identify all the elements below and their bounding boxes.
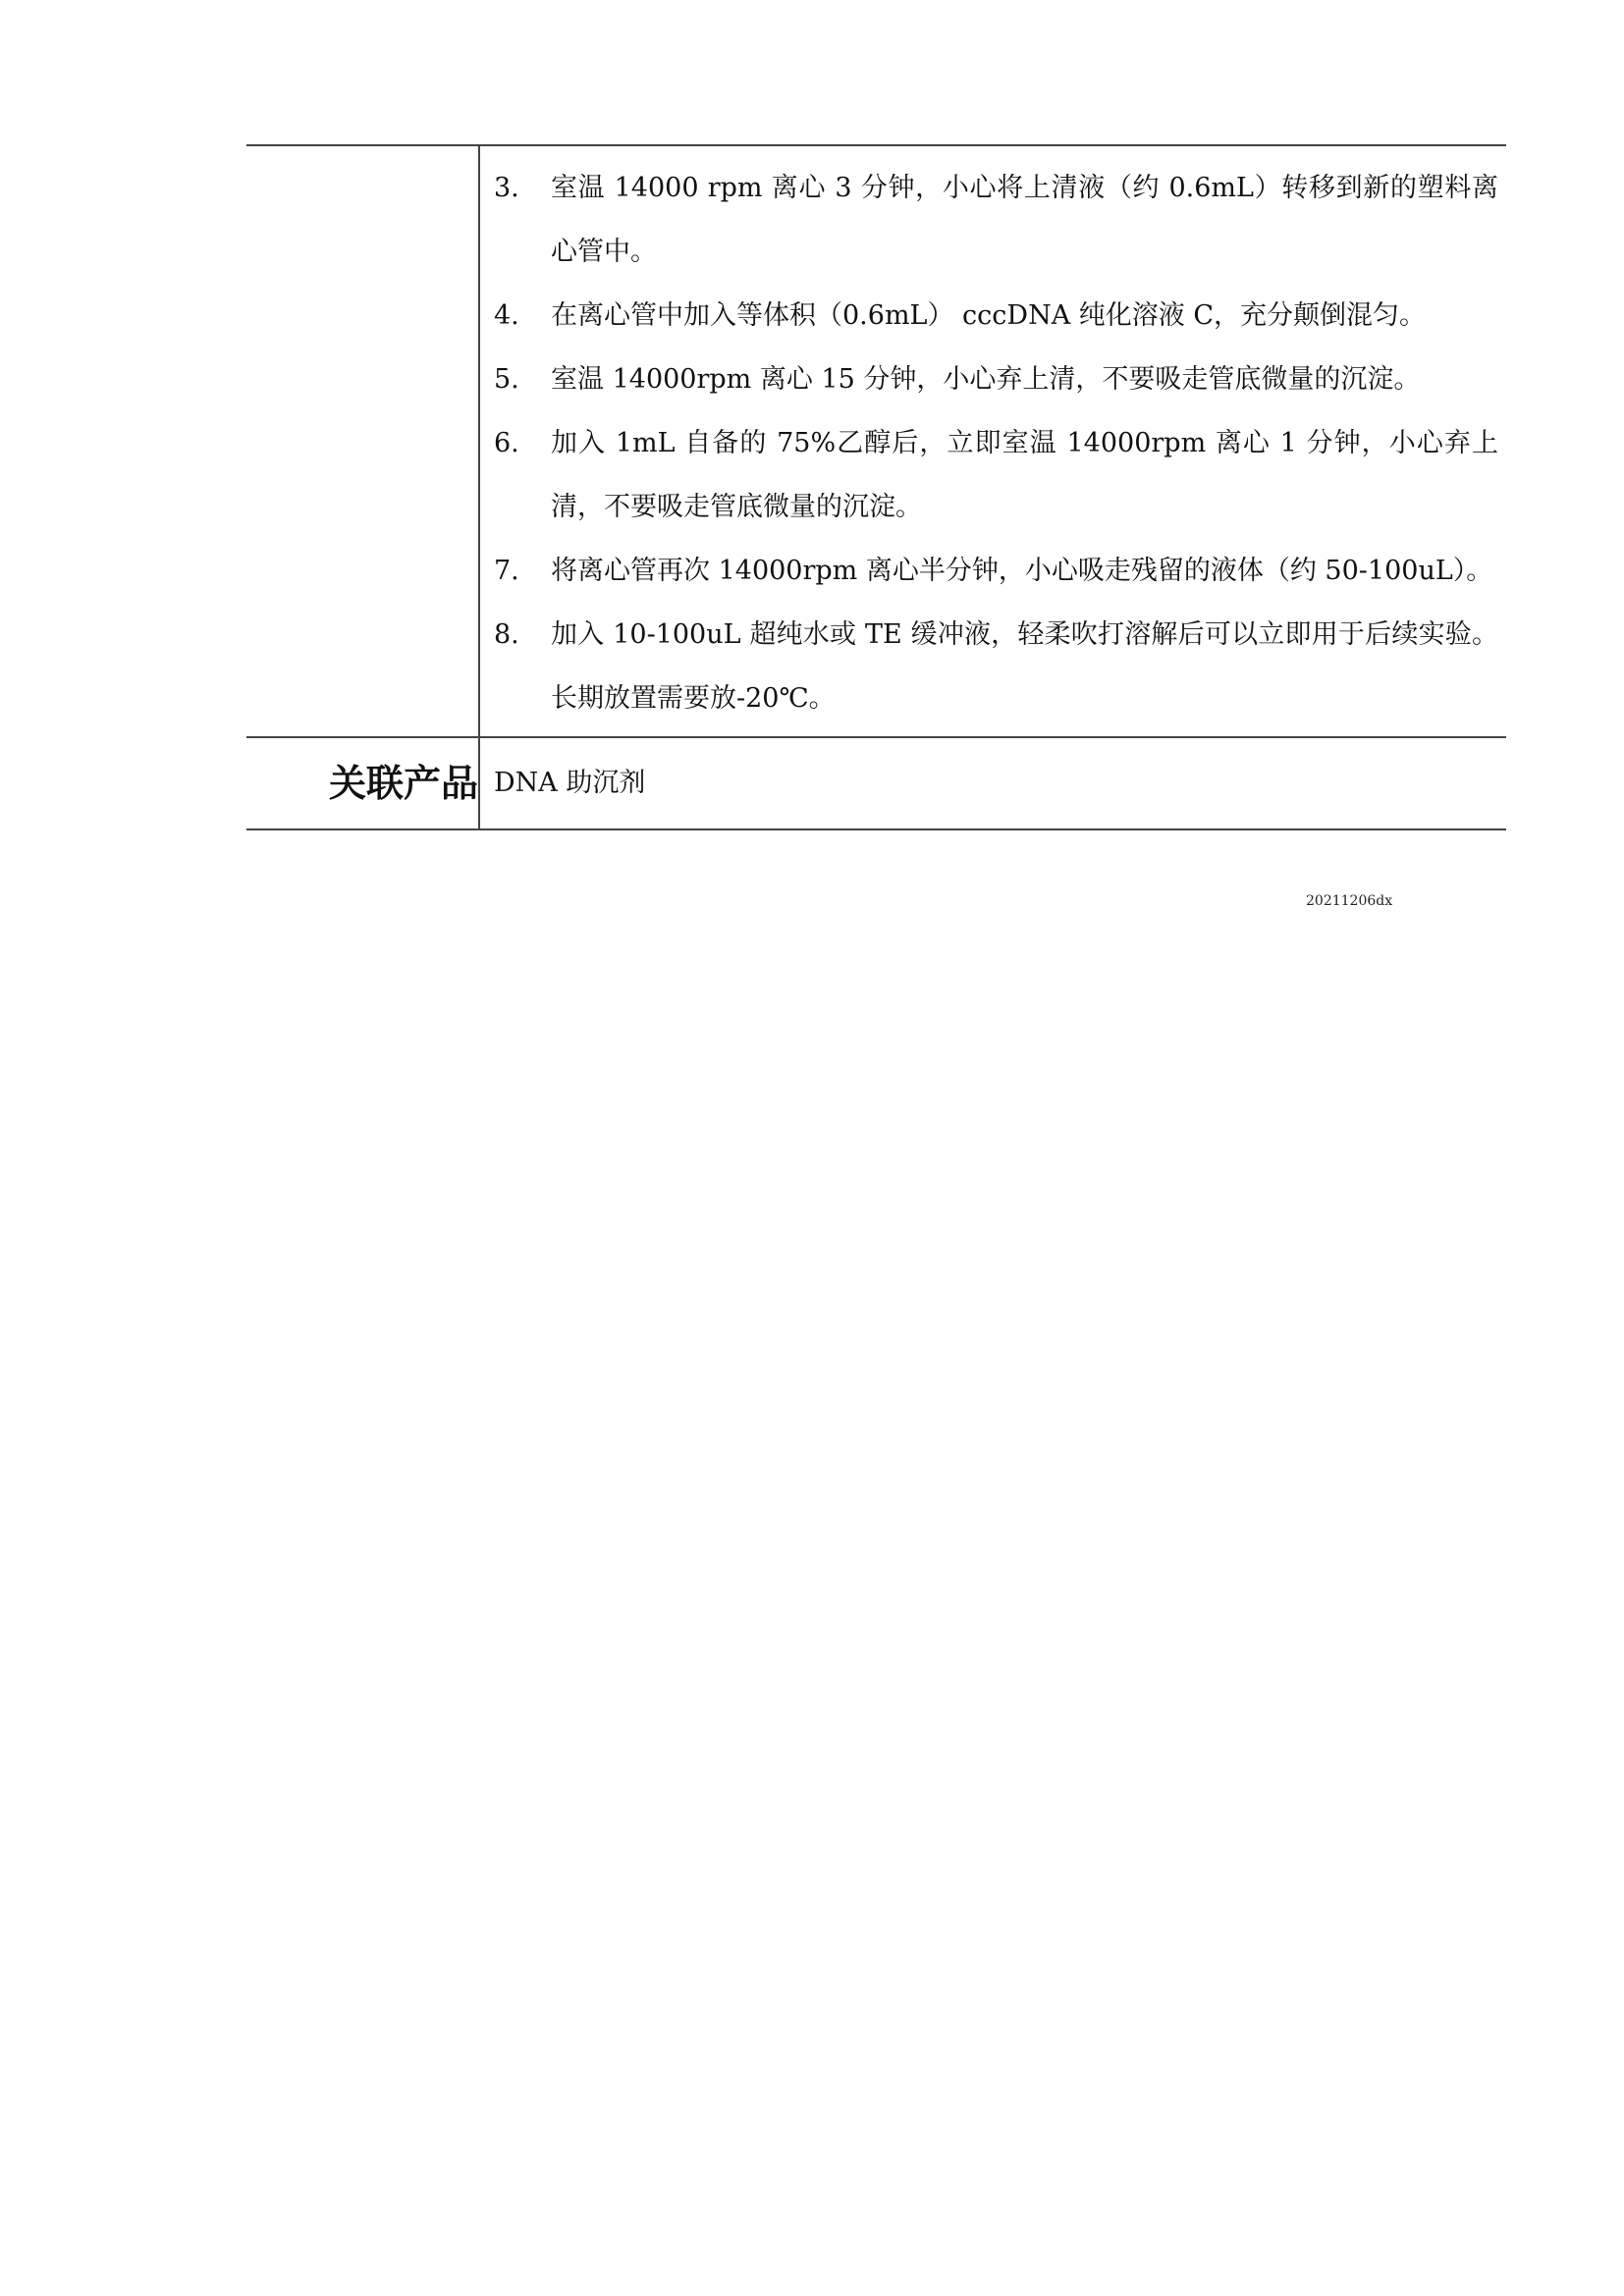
step-text: 加入 1mL 自备的 75%乙醇后，立即室温 14000rpm 离心 1 分钟，小心弃上清，不要吸走管底微量的沉淀。 xyxy=(551,428,1498,522)
step-number: 6. xyxy=(494,428,519,458)
related-products-row xyxy=(246,737,1506,829)
document-code: 20211206dx xyxy=(1306,893,1393,909)
step-list xyxy=(480,146,1506,736)
step-number: 5. xyxy=(494,364,519,395)
step-text: 加入 10-100uL 超纯水或 TE 缓冲液，轻柔吹打溶解后可以立即用于后续实验。长期放置需要放-20℃。 xyxy=(551,619,1498,714)
step-text: 室温 14000rpm 离心 15 分钟，小心弃上清，不要吸走管底微量的沉淀。 xyxy=(551,364,1421,395)
step-item xyxy=(494,411,1498,539)
steps-row xyxy=(246,145,1506,737)
step-text: 在离心管中加入等体积（0.6mL） cccDNA 纯化溶液 C，充分颠倒混匀。 xyxy=(551,300,1427,331)
related-products-value: DNA 助沉剂 xyxy=(479,737,1506,829)
step-text: 室温 14000 rpm 离心 3 分钟，小心将上清液（约 0.6mL）转移到新的塑料离心管中。 xyxy=(551,173,1498,267)
protocol-table xyxy=(246,144,1506,830)
steps-label-cell xyxy=(246,145,479,737)
step-text: 将离心管再次 14000rpm 离心半分钟，小心吸走残留的液体（约 50-100uL）。 xyxy=(551,556,1493,586)
step-number: 8. xyxy=(494,619,519,650)
step-number: 7. xyxy=(494,556,519,586)
step-item xyxy=(494,347,1498,411)
step-number: 4. xyxy=(494,300,519,331)
step-item xyxy=(494,284,1498,347)
step-item xyxy=(494,156,1498,284)
step-item xyxy=(494,539,1498,603)
step-item xyxy=(494,603,1498,730)
steps-content-cell xyxy=(479,145,1506,737)
related-products-label: 关联产品 xyxy=(246,737,479,829)
step-number: 3. xyxy=(494,173,519,203)
